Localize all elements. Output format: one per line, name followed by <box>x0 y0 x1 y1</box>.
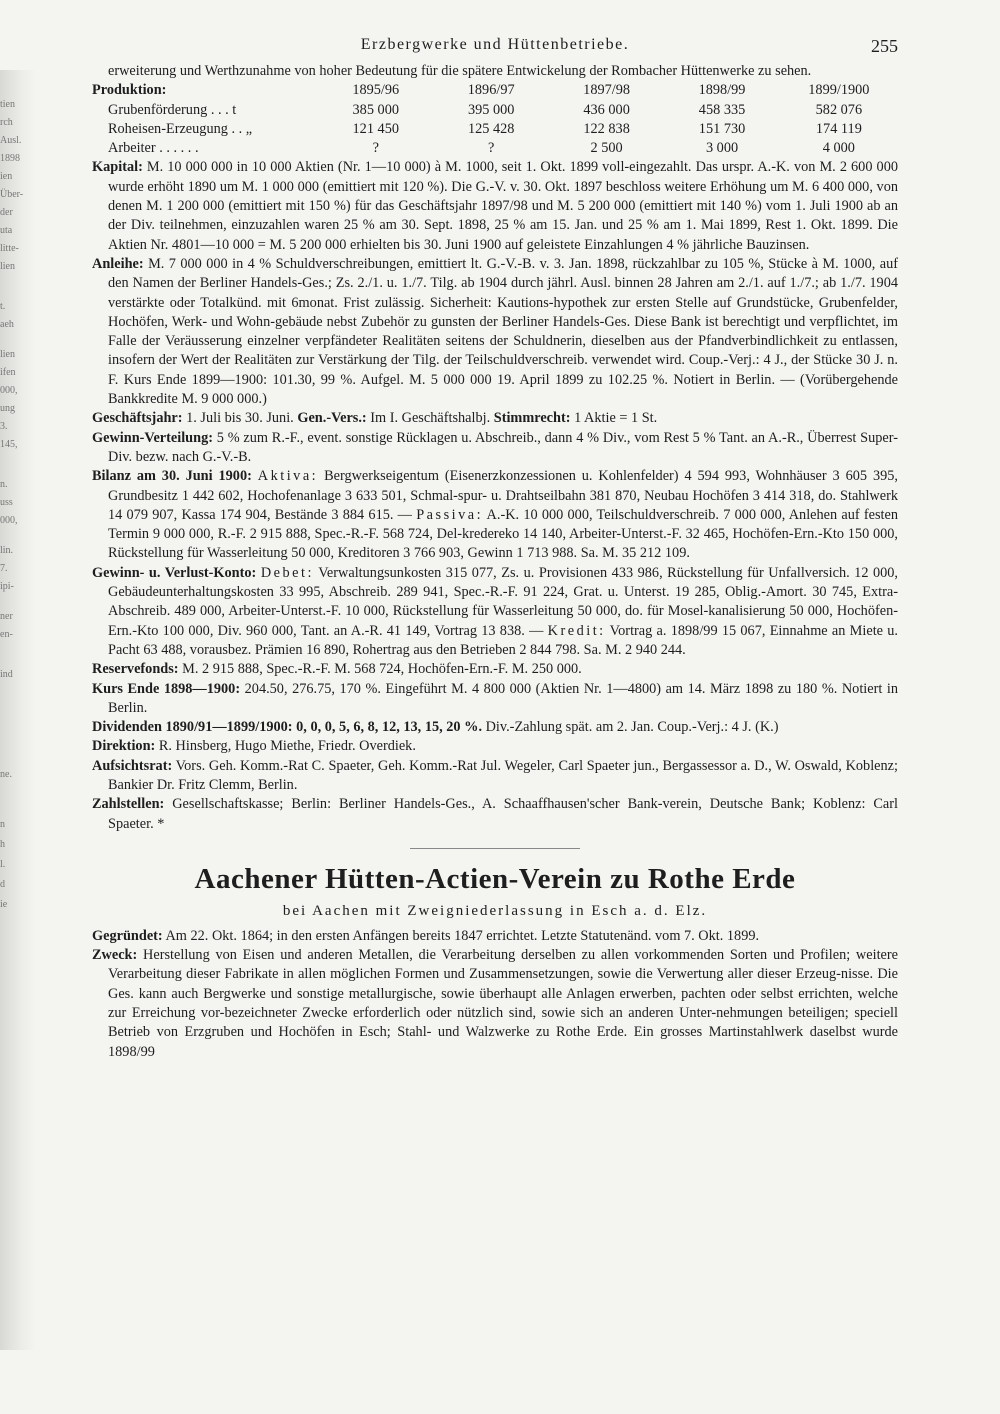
gewinn-verteilung-label: Gewinn-Verteilung: <box>92 429 213 446</box>
dividenden-values: 0, 0, 0, 5, 6, 8, 12, 13, 15, 20 %. <box>296 719 483 736</box>
year-cell: 1897/98 <box>583 82 631 99</box>
value-cell: 436 000 <box>583 101 630 118</box>
kurs-label: Kurs Ende 1898—1900: <box>92 680 241 697</box>
company-subtitle: bei Aachen mit Zweigniederlassung in Esch a. d. Elz. <box>282 902 708 919</box>
margin-fragment: ung <box>0 403 15 414</box>
value-cell: 121 450 <box>352 120 399 137</box>
value-cell: 174 119 <box>815 120 862 137</box>
gegruendet-entry <box>92 927 898 946</box>
margin-fragment: 000, <box>0 385 18 396</box>
margin-fragment: ie <box>0 899 8 910</box>
table-row <box>92 139 898 158</box>
aufsichtsrat-text: Vors. Geh. Komm.-Rat C. Spaeter, Geh. Komm.-Rat Jul. Wegeler, Carl Spaeter jun., Bergassessor a. D., W. Oswald, Koblenz; Bankier Dr. Fritz Clemm, Berlin. <box>108 757 898 793</box>
margin-fragment: d <box>0 879 5 890</box>
year-cell: 1899/1900 <box>808 82 870 99</box>
margin-fragment: der <box>0 207 13 218</box>
value-cell: 125 428 <box>467 120 515 137</box>
row-label: Arbeiter . . . . . . <box>108 140 199 157</box>
margin-fragment: lin. <box>0 545 14 556</box>
kredit-label: Kredit: <box>547 622 606 639</box>
anleihe-label: Anleihe: <box>92 255 144 272</box>
year-cell: 1898/99 <box>698 82 746 99</box>
section-divider <box>410 848 580 849</box>
zahlstellen-label: Zahlstellen: <box>92 796 165 813</box>
value-cell: 385 000 <box>352 101 399 118</box>
margin-fragment: Über- <box>0 189 24 200</box>
production-table <box>92 81 898 158</box>
value-cell: ? <box>488 140 495 157</box>
margin-fragment: 145, <box>0 439 18 450</box>
gewinn-verteilung-text: 5 % zum R.-F., event. sonstige Rücklagen u. Abschreib., dann 4 % Div., vom Rest 5 % Tant. an A.-R., Überrest Super-Div. bezw. nach G.-V.-B. <box>108 429 898 465</box>
geschaeftsjahr-text: 1. Juli bis 30. Juni. <box>186 410 294 427</box>
zweck-label: Zweck: <box>92 947 138 964</box>
aktiva-label: Aktiva: <box>257 468 319 485</box>
value-cell: 122 838 <box>583 120 630 137</box>
zahlstellen-entry <box>92 795 898 834</box>
guv-label: Gewinn- u. Verlust-Konto: <box>92 564 257 581</box>
value-cell: 582 076 <box>815 101 863 118</box>
gewinn-verteilung-entry <box>92 429 898 468</box>
row-label: Grubenförderung . . . t <box>108 101 237 118</box>
gegruendet-text: Am 22. Okt. 1864; in den ersten Anfängen bereits 1847 errichtet. Letzte Statutenänd. vom 7. Okt. 1899. <box>165 927 760 944</box>
reservefonds-entry <box>92 660 898 679</box>
reservefonds-text: M. 2 915 888, Spec.-R.-F. M. 568 724, Hochöfen-Ern.-F. M. 250 000. <box>182 661 582 678</box>
kurs-entry <box>92 680 898 719</box>
margin-fragment: 7. <box>0 563 8 574</box>
year-cell: 1895/96 <box>352 82 400 99</box>
margin-fragment: lien <box>0 261 15 272</box>
margin-fragment: ifen <box>0 367 16 378</box>
margin-fragment: ne. <box>0 769 12 780</box>
dividenden-entry <box>92 718 898 737</box>
anleihe-entry <box>92 255 898 409</box>
margin-fragment: 000, <box>0 515 18 526</box>
reservefonds-label: Reservefonds: <box>92 661 179 678</box>
dividenden-text: Div.-Zahlung spät. am 2. Jan. Coup.-Verj.: 4 J. (K.) <box>485 719 779 736</box>
production-header-row <box>92 81 898 100</box>
table-row <box>92 101 898 120</box>
company-title: Aachener Hütten-Actien-Verein zu Rothe Erde <box>194 862 796 895</box>
margin-fragment: t. <box>0 301 6 312</box>
margin-fragment: h <box>0 839 5 850</box>
kapital-text: M. 10 000 000 in 10 000 Aktien (Nr. 1—10 000) à M. 1000, seit 1. Okt. 1899 voll-eingezahlt. Das urspr. A.-K. von M. 2 600 000 wurde erhöht 1890 um M. 1 000 000 (emittiert mit 120 %). Die G.-V. v. 30. Okt. 1897 beschloss weitere Erhöhung um M. 6 400 000, von denen M. 1 200 000 (emittiert mit 150 %) für das Geschäftsjahr 1897/98 und M. 5 200 000 (emittiert mit 140 %) vom 1. Juli 1900 ab an der Div. teilnehmen, einzuzahlen waren 25 % am 30. Sept. 1898, 25 % am 15. Jan. und 25 % am 1. Mai 1899, Rest 1. Okt. 1899. Die Aktien Nr. 4801—10 000 = M. 5 200 000 erhielten bis 30. Juni 1900 auf geleistete Einzahlungen 4 % jährliche Bauzinsen. <box>108 159 898 253</box>
margin-fragment: Ausl. <box>0 135 22 146</box>
margin-fragment: l. <box>0 859 6 870</box>
margin-fragment: n <box>0 819 5 830</box>
stimmrecht-text: 1 Aktie = 1 St. <box>574 410 658 427</box>
kredit-text: Vortrag a. 1898/99 15 067, Einnahme an Miete u. Pacht 63 488, vorausbez. Prämien 16 890, Rohertrag aus den Betrieben 2 844 798. Sa. M. 2 940 244. <box>108 622 899 658</box>
zahlstellen-text: Gesellschaftskasse; Berlin: Berliner Handels-Ges., A. Schaaffhausen'scher Bank-verein, Deutsche Bank; Koblenz: Carl Spaeter. * <box>108 796 898 832</box>
value-cell: 395 000 <box>467 101 515 118</box>
table-row <box>92 120 898 139</box>
margin-fragment: ipi- <box>0 581 14 592</box>
aufsichtsrat-label: Aufsichtsrat: <box>92 757 173 774</box>
stimmrecht-label: Stimmrecht: <box>493 410 571 427</box>
margin-fragment: ind <box>0 669 13 680</box>
margin-fragment: lien <box>0 349 15 360</box>
value-cell: 151 730 <box>698 120 746 137</box>
production-label: Produktion: <box>92 82 167 99</box>
value-cell: 2 500 <box>590 140 623 157</box>
margin-fragment: litte- <box>0 243 19 254</box>
direktion-text: R. Hinsberg, Hugo Miethe, Friedr. Overdiek. <box>158 738 416 755</box>
direktion-label: Direktion: <box>92 738 156 755</box>
intro-text: erweiterung und Werthzunahme von hoher Bedeutung für die spätere Entwickelung der Rombacher Hüttenwerke zu sehen. <box>108 63 812 79</box>
margin-fragment: ien <box>0 171 13 182</box>
document-page <box>92 36 898 1062</box>
debet-label: Debet: <box>260 564 314 581</box>
value-cell: 4 000 <box>822 140 855 157</box>
running-title: Erzbergwerke und Hüttenbetriebe. <box>360 36 630 53</box>
margin-fragment: uss <box>0 497 13 508</box>
zweck-text: Herstellung von Eisen und anderen Metallen, die Verarbeitung derselben zu allen vorkommenden Sorten und Profilen; weitere Verarbeitung dieser Fabrikate in allen möglichen Formen und Zusammensetzungen, sowie die Verwertung aller dieser Erzeug-nisse. Die Ges. kann auch Bergwerke und sonstige metallurgische, sowie überhaupt alle Anlagen erwerben, pachten oder selbst errichten, welche zur Erreichung vor-bezeichneter Zwecke erforderlich oder nützlich sind, sowie sich an anderen Unter-nehmungen beteiligen; speciell Betrieb von Erzgruben und Hochöfen in Esch; Stahl- und Walzwerke zu Rothe Erde. Ein grosses Martinstahlwerk daselbst wurde 1898/99 <box>108 947 899 1060</box>
passiva-label: Passiva: <box>416 506 484 523</box>
bilanz-label: Bilanz am 30. Juni 1900: <box>92 468 252 485</box>
zweck-entry <box>92 946 898 1062</box>
bilanz-entry <box>92 467 898 563</box>
margin-fragment: n. <box>0 479 8 490</box>
margin-fragment: uta <box>0 225 13 236</box>
direktion-entry <box>92 737 898 756</box>
gen-vers-label: Gen.-Vers.: <box>297 410 367 427</box>
dividenden-label: Dividenden 1890/91—1899/1900: <box>92 719 293 736</box>
margin-fragment: 3. <box>0 421 8 432</box>
kapital-entry <box>92 158 898 254</box>
row-label: Roheisen-Erzeugung . . „ <box>108 120 253 137</box>
margin-fragment: tien <box>0 99 15 110</box>
value-cell: ? <box>372 140 379 157</box>
value-cell: 458 335 <box>698 101 746 118</box>
debet-text: Verwaltungsunkosten 315 077, Zs. u. Provisionen 433 986, Rückstellung für Unfallversich. 12 000, Gebäudeunterhaltungskosten 33 995, Abschreib. 289 941, Spec.-R.-F. 91 224, Grat. u. Unterst. 19 285, Oblig.-Amort. 30 745, Extra-Abschreib. 489 000, Arbeiter-Unterst.-F. 10 000, Rückstellung für Wasserleitung 50 000, do. für Mosel-kanalisierung 50 000, Hochöfen-Ern.-Kto 100 000, Div. 960 000, Tant. an A.-R. 41 149, Vortrag 13 838. — <box>108 564 898 639</box>
aufsichtsrat-entry <box>92 757 898 796</box>
gen-vers-text: Im I. Geschäftshalbj. <box>370 410 491 427</box>
margin-fragment: en- <box>0 629 13 640</box>
margin-fragment: 1898 <box>0 153 20 164</box>
anleihe-text: M. 7 000 000 in 4 % Schuldverschreibungen, emittiert lt. G.-V.-B. v. 3. Jan. 1898, rückzahlbar zu 105 %, Stücke à M. 1000, auf den Namen der Berliner Handels-Ges.; Zs. 2./1. u. 1./7. Tilg. ab 1904 durch jährl. Ausl. binnen 28 Jahren am 2./1. auf 1./7.; ab 1./7. 1904 verstärkte oder Totalkünd. mit 6monat. Frist zulässig. Sicherheit: Kautions-hypothek zur ersten Stelle auf Grundstücke, Grubenfelder, Hochöfen, Werk- und Wohn-gebäude nebst Zubehör zu gunsten der Berliner Handels-Ges. Diese Bank ist berechtigt und verpflichtet, im Falle der Veräusserung einzelner verpfändeter Realitäten seitens der Schuldnerin, dieselben aus der Pfandverbindlichkeit zu entlassen, insofern der Wert der Realitäten zur Verstärkung der Tilg. der Teilschuldverschreib. verwendet wird. Coup.-Verj.: 4 J., der Stücke 30 J. n. F. Kurs Ende 1899—1900: 101.30, 99 %. Aufgel. M. 5 000 000 19. April 1899 zu 102.25 %. Notiert in Berlin. — (Vorübergehende Bankkredite M. 9 000 000.) <box>108 255 898 408</box>
gegruendet-label: Gegründet: <box>92 927 163 944</box>
geschaeftsjahr-entry <box>92 409 898 428</box>
running-header <box>92 36 898 62</box>
passiva-text: A.-K. 10 000 000, Teilschuldverschreib. 7 000 000, Anlehen auf festen Termin 9 000 000, R.-F. 2 915 888, Spec.-R.-F. 568 724, Del-kredereko 14 140, Arbeiter-Unterst.-F. 32 465, Hochöfen-Ern.-Kto 150 000, Rückstellung für Wasserleitung 50 000, Kreditoren 3 766 903, Gewinn 1 713 988. Sa. M. 35 212 109. <box>108 506 899 562</box>
margin-fragment: aeh <box>0 319 14 330</box>
year-cell: 1896/97 <box>467 82 515 99</box>
value-cell: 3 000 <box>705 140 739 157</box>
margin-fragment: ner <box>0 611 13 622</box>
kapital-label: Kapital: <box>92 159 143 176</box>
aktiva-text: Bergwerkseigentum (Eisenerzkonzessionen u. Kohlenfelder) 4 594 993, Wohnhäuser 3 605 395, Grundbesitz 1 442 602, Hochofenanlage 3 633 501, Schmal-spur- u. Drahtseilbahn 381 870, Neubau Hochöfen 3 414 318, do. Stahlwerk 14 079 907, Kassa 174 904, Bestände 3 884 615. — <box>108 468 898 523</box>
margin-scan-strip <box>0 70 36 1350</box>
margin-fragment: rch <box>0 117 13 128</box>
page-number: 255 <box>871 36 898 56</box>
geschaeftsjahr-label: Geschäftsjahr: <box>92 410 183 427</box>
guv-entry <box>92 564 898 660</box>
kurs-text: 204.50, 276.75, 170 %. Eingeführt M. 4 800 000 (Aktien Nr. 1—4800) am 14. März 1898 zu 180 %. Notiert in Berlin. <box>108 680 899 716</box>
